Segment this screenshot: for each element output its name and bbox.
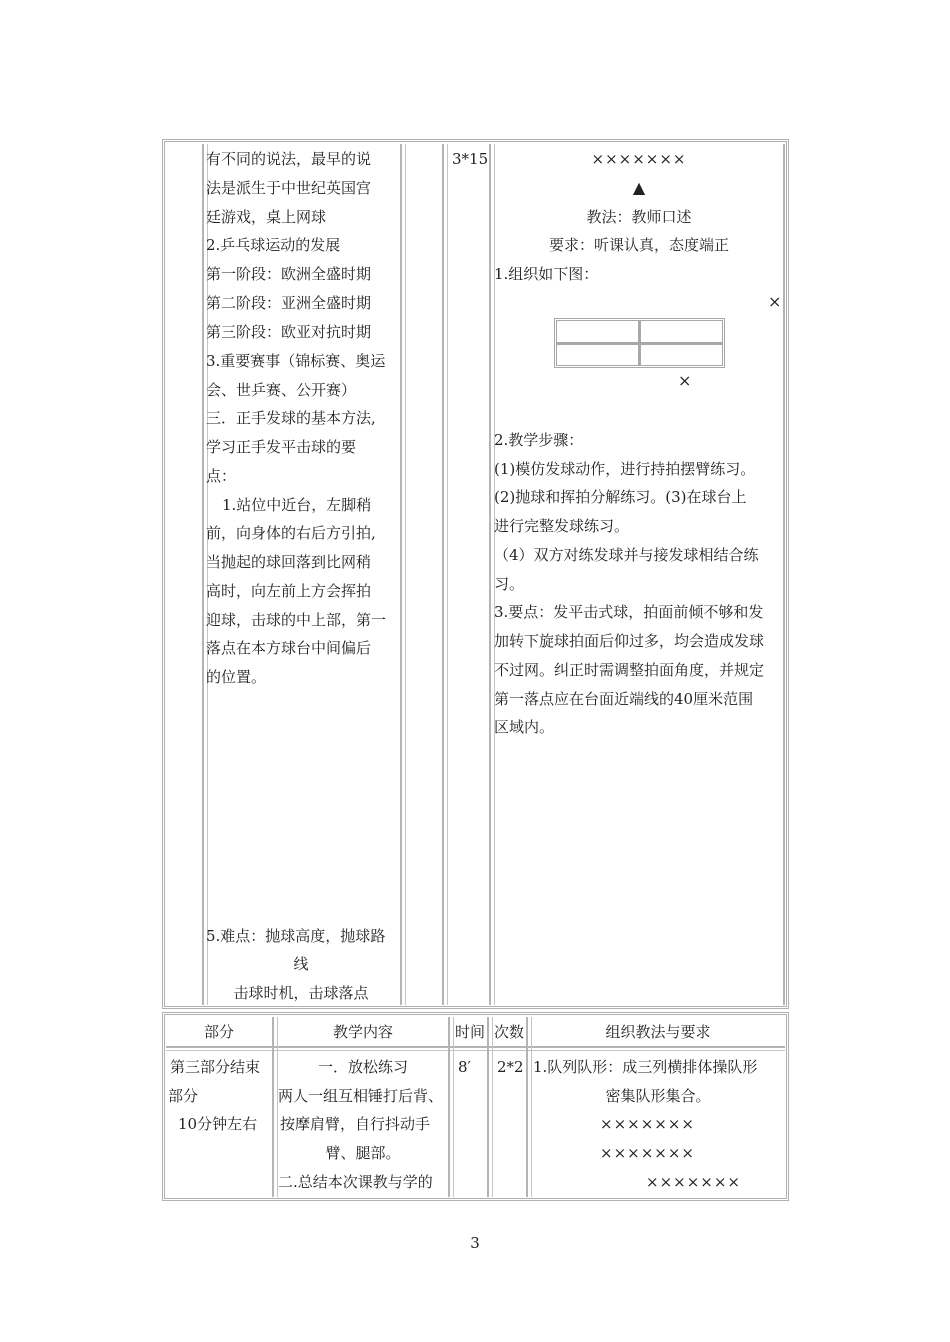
steps-line: (1)模仿发球动作，进行持拍摆臂练习。	[494, 460, 756, 478]
content-line: 迎球，击球的中上部，第一	[206, 611, 387, 629]
lower-col-divider-3b	[492, 1017, 493, 1197]
header-time: 时间	[454, 1023, 485, 1041]
steps-line: 进行完整发球练习。	[494, 517, 630, 535]
upper-col-divider-2b	[405, 144, 406, 1005]
content-line: 第二阶段：亚洲全盛时期	[206, 294, 372, 312]
lower-col-divider-2	[448, 1017, 450, 1197]
teaching-requirement: 要求：听课认真，态度端正	[548, 236, 729, 254]
content-line: 2.乒乓球运动的发展	[206, 236, 341, 254]
part-line: 部分	[168, 1087, 199, 1105]
content-line: 点：	[206, 467, 237, 485]
student-formation: ×××××××	[591, 150, 687, 168]
lower-time: 8′	[458, 1058, 471, 1076]
upper-col-divider-2	[400, 144, 402, 1005]
lower-org-line: 密集队形集合。	[605, 1087, 711, 1105]
header-content: 教学内容	[332, 1023, 393, 1041]
difficulty-line: 线	[293, 955, 309, 973]
teacher-triangle-icon: ▲	[632, 178, 646, 197]
steps-line: 不过网。纠正时需调整拍面角度，并规定	[494, 661, 765, 679]
upper-count: 3*15	[452, 150, 489, 168]
org-title: 1.组织如下图：	[494, 265, 599, 283]
lower-content-line: 二.总结本次课教与学的	[278, 1173, 433, 1191]
content-line: 有不同的说法，最早的说	[206, 150, 372, 168]
lower-count: 2*2	[497, 1058, 524, 1076]
player-marker-bottom: ×	[678, 371, 692, 390]
content-line: 1.站位中近台，左脚稍	[222, 496, 372, 514]
upper-col-divider-5	[783, 144, 785, 1005]
upper-col-divider-4	[489, 144, 491, 1005]
ping-pong-table	[554, 318, 725, 368]
lower-content-line: 两人一组互相锤打后背、	[278, 1087, 444, 1105]
lower-col-divider-1b	[277, 1017, 278, 1197]
player-marker-top: ×	[768, 292, 782, 311]
formation-row: ×××××××	[600, 1115, 695, 1133]
steps-line: 第一落点应在台面近端线的40厘米范围	[494, 690, 754, 708]
content-line: 落点在本方球台中间偏后	[206, 639, 372, 657]
part-line: 10分钟左右	[178, 1115, 258, 1133]
content-line: 3.重要赛事（锦标赛、奥运	[206, 352, 386, 370]
content-line: 廷游戏，桌上网球	[206, 208, 327, 226]
lower-col-divider-4	[526, 1017, 528, 1197]
difficulty-line: 击球时机，击球落点	[233, 984, 369, 1002]
lower-col-divider-3	[487, 1017, 489, 1197]
upper-col-divider-3	[442, 144, 444, 1005]
header-org: 组织教法与要求	[605, 1023, 711, 1041]
header-count: 次数	[493, 1023, 524, 1041]
teaching-method: 教法：教师口述	[586, 208, 692, 226]
steps-line: 2.教学步骤：	[494, 431, 584, 449]
steps-line: 习。	[494, 575, 525, 593]
lower-content-line: 按摩肩臂，自行抖动手	[280, 1115, 431, 1133]
content-line: 第三阶段：欧亚对抗时期	[206, 323, 372, 341]
steps-line: (2)抛球和挥拍分解练习。(3)在球台上	[494, 488, 747, 506]
upper-col-divider-1	[202, 144, 204, 1005]
lower-content-line: 臂、腿部。	[325, 1144, 401, 1162]
content-line: 会、世乒赛、公开赛）	[206, 381, 357, 399]
lower-col-divider-4b	[531, 1017, 532, 1197]
content-line: 的位置。	[206, 668, 267, 686]
content-line: 第一阶段：欧洲全盛时期	[206, 265, 372, 283]
content-line: 高时，向左前上方会挥拍	[206, 582, 372, 600]
upper-col-divider-3b	[447, 144, 448, 1005]
lower-col-divider-1	[272, 1017, 274, 1197]
content-line: 当抛起的球回落到比网稍	[206, 553, 372, 571]
content-line: 学习正手发平击球的要	[206, 438, 357, 456]
steps-line: 加转下旋球拍面后仰过多，均会造成发球	[494, 632, 765, 650]
table-center-line	[557, 342, 722, 345]
formation-row: ×××××××	[600, 1144, 695, 1162]
content-line: 法是派生于中世纪英国宫	[206, 179, 372, 197]
lower-header-divider	[166, 1046, 785, 1048]
difficulty-line: 5.难点：抛球高度，抛球路	[206, 927, 386, 945]
steps-line: （4）双方对练发球并与接发球相结合练	[494, 546, 759, 564]
lower-content-line: 一．放松练习	[317, 1058, 408, 1076]
steps-line: 区域内。	[494, 718, 555, 736]
lower-header-divider-b	[166, 1050, 785, 1051]
lower-col-divider-2b	[453, 1017, 454, 1197]
page-number: 3	[470, 1234, 480, 1252]
content-line: 前，向身体的右后方引拍,	[206, 524, 376, 542]
steps-line: 3.要点：发平击式球，拍面前倾不够和发	[494, 603, 764, 621]
header-part: 部分	[203, 1023, 234, 1041]
formation-row: ×××××××	[646, 1173, 741, 1191]
lower-org-line: 1.队列队形：成三列横排体操队形	[533, 1058, 758, 1076]
part-line: 第三部分结束	[170, 1058, 261, 1076]
content-line: 三．正手发球的基本方法,	[206, 409, 376, 427]
